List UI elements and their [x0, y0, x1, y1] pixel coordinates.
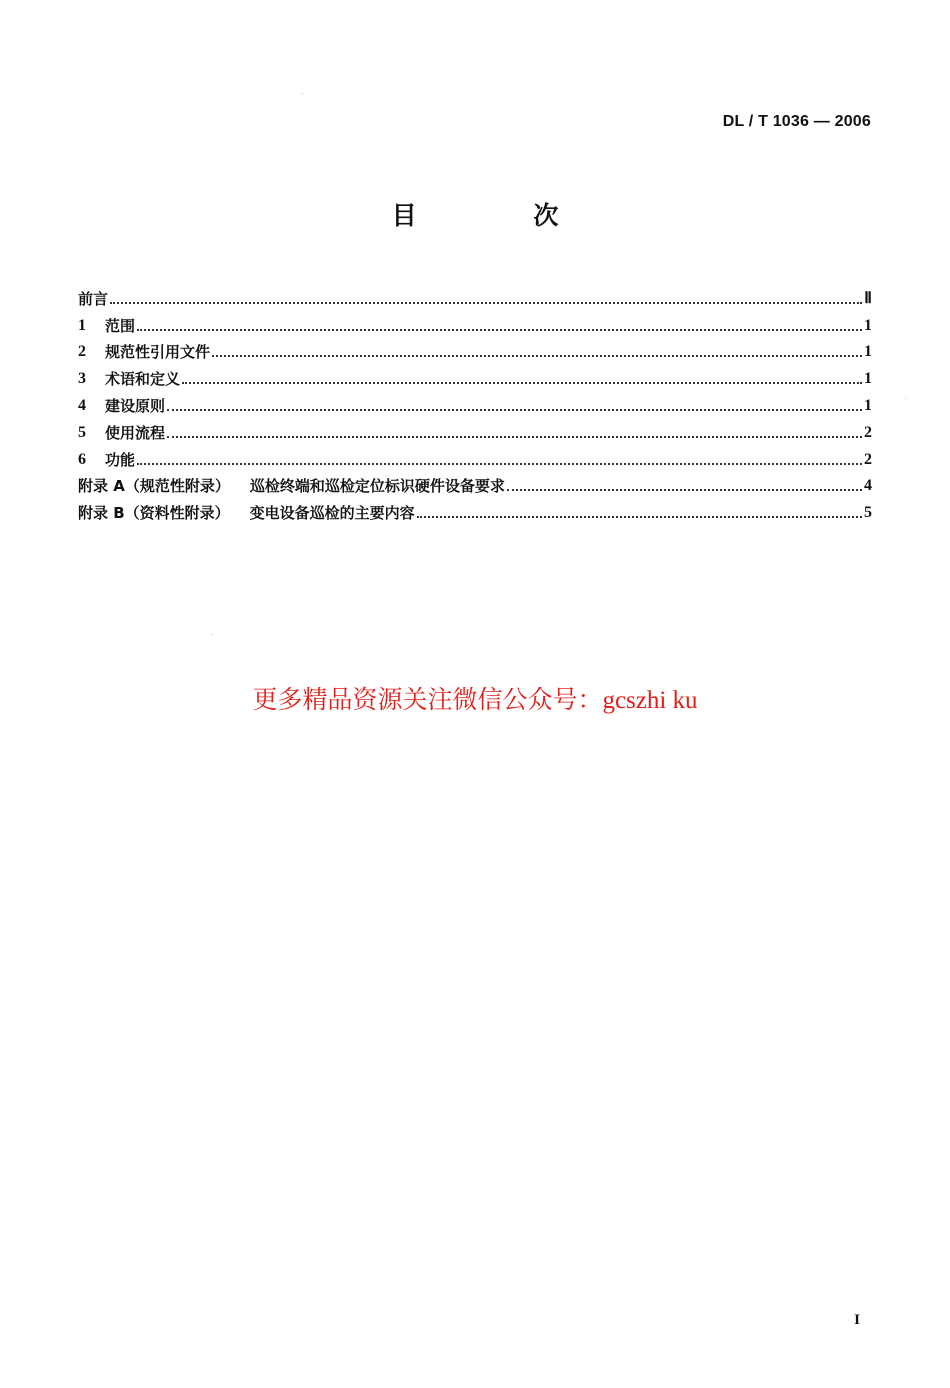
toc-leader-dots [110, 302, 862, 304]
toc-leader-dots [507, 489, 862, 491]
toc-entry-page: 1 [864, 316, 872, 334]
toc-entry-appendix-b[interactable] [78, 496, 872, 523]
toc-entry-page: 1 [864, 396, 872, 414]
page-number: I [854, 1312, 860, 1328]
toc-entry-page: 5 [864, 504, 872, 522]
toc-entry-scope[interactable] [78, 309, 872, 336]
toc-appendix-label: 附录 A（规范性附录） [78, 477, 230, 496]
toc-leader-dots [167, 409, 862, 411]
toc-entry-label: 术语和定义 [105, 370, 181, 389]
toc-leader-dots [182, 382, 862, 384]
toc-entry-functions[interactable] [78, 443, 872, 470]
toc-appendix-title: 变电设备巡检的主要内容 [249, 504, 415, 523]
toc-entry-label: 建设原则 [105, 396, 166, 415]
toc-entry-number: 4 [78, 396, 86, 414]
toc-leader-dots [137, 329, 862, 331]
toc-entry-workflow[interactable] [78, 416, 872, 443]
toc-entry-page: 1 [864, 343, 872, 361]
toc-leader-dots [137, 463, 862, 465]
toc-entry-page: 1 [864, 370, 872, 388]
toc-entry-label: 前言 [78, 289, 109, 308]
toc-entry-number: 6 [78, 450, 86, 468]
toc-entry-label: 使用流程 [105, 423, 166, 442]
toc-leader-dots [212, 355, 862, 357]
toc-entry-terms-definitions[interactable] [78, 362, 872, 389]
scan-speck [302, 93, 303, 94]
toc-entry-appendix-a[interactable] [78, 470, 872, 497]
toc-entry-label: 功能 [105, 450, 136, 469]
standard-number: DL / T 1036 — 2006 [722, 113, 871, 130]
promo-watermark-text: 更多精品资源关注微信公众号：gcszhi ku [252, 687, 698, 714]
toc-entry-page: Ⅱ [864, 289, 872, 307]
toc-entry-label: 规范性引用文件 [105, 343, 211, 362]
toc-entry-page: 4 [864, 477, 872, 495]
toc-entry-page: 2 [864, 423, 872, 441]
table-of-contents [78, 282, 872, 523]
toc-entry-page: 2 [864, 450, 872, 468]
toc-appendix-label: 附录 B（资料性附录） [78, 504, 230, 523]
toc-leader-dots [417, 516, 862, 518]
toc-entry-number: 3 [78, 370, 86, 388]
toc-entry-number: 2 [78, 343, 86, 361]
toc-entry-normative-references[interactable] [78, 336, 872, 363]
scan-speck [905, 398, 906, 399]
scan-speck [212, 634, 213, 635]
toc-appendix-title: 巡检终端和巡检定位标识硬件设备要求 [249, 477, 505, 496]
toc-entry-label: 范围 [105, 316, 136, 335]
toc-entry-number: 1 [78, 316, 86, 334]
toc-entry-number: 5 [78, 423, 86, 441]
toc-entry-foreword[interactable] [78, 282, 872, 309]
toc-leader-dots [167, 436, 862, 438]
toc-entry-principles[interactable] [78, 389, 872, 416]
page-title: 目 次 [391, 201, 613, 230]
